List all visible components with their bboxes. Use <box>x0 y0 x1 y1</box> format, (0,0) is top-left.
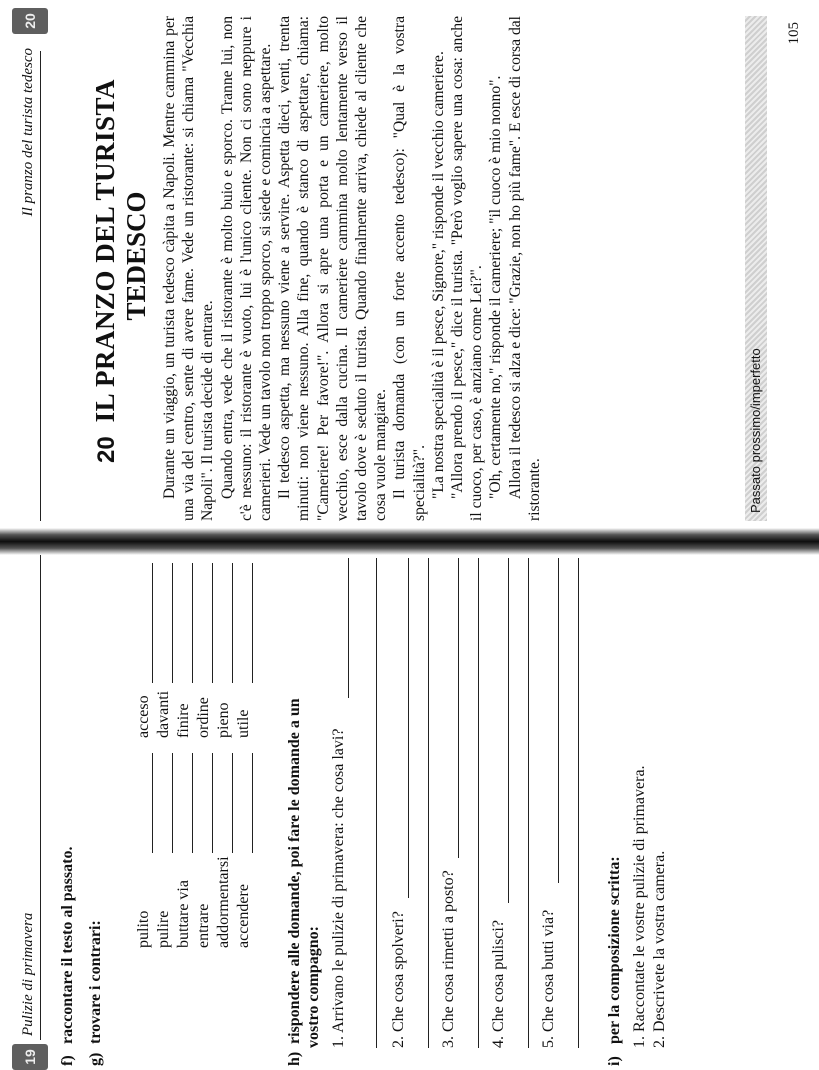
opposite-word-left: entrare <box>195 903 212 948</box>
answer-line[interactable] <box>232 753 233 853</box>
composition-item-1: 1. Raccontate le vostre pulizie di primavera. <box>631 765 648 1048</box>
opposite-word-left: accendere <box>235 884 252 948</box>
opposites-row <box>235 563 253 948</box>
section-i-label: per la composizione scritta: <box>606 856 623 1044</box>
answer-line[interactable] <box>212 753 213 853</box>
answer-line[interactable] <box>172 563 173 683</box>
opposite-word-right: ordine <box>195 697 212 738</box>
section-f-label: raccontare il testo al passato. <box>59 846 76 1044</box>
section-f-mark: f) <box>59 1055 76 1066</box>
running-head-right: Il pranzo del turista tedesco <box>20 48 36 217</box>
answer-line[interactable] <box>458 558 459 858</box>
answer-line[interactable] <box>408 558 409 898</box>
opposite-word-right: acceso <box>135 695 152 738</box>
story-paragraph: "Allora prendo il pesce," dice il turista. "Però voglio sapere una cosa: anche il cuoco, per caso, è anziano come Lei?". <box>449 16 486 521</box>
answer-line[interactable] <box>252 753 253 853</box>
question-list <box>330 558 570 1048</box>
opposite-word-right: finire <box>175 703 192 738</box>
running-head-left: Pulizie di primavera <box>20 912 36 1036</box>
answer-line[interactable] <box>172 753 173 853</box>
section-g <box>86 920 105 1066</box>
opposite-word-right: davanti <box>155 690 172 738</box>
opposites-row <box>135 563 153 948</box>
section-h-label-line2: vostro compagno: <box>305 926 322 1048</box>
section-i-mark: i) <box>606 1056 623 1066</box>
composition-item-2: 2. Descrivete la vostra camera. <box>651 850 668 1048</box>
question-5: 5. Che cosa butti via? <box>540 909 557 1048</box>
section-h-label-line1: rispondere alle domande, poi fare le domande a un <box>286 698 303 1044</box>
story-text <box>160 16 544 521</box>
answer-line[interactable] <box>232 563 233 683</box>
answer-line[interactable] <box>152 753 153 853</box>
section-h <box>285 698 323 1066</box>
answer-line[interactable] <box>376 558 377 1048</box>
section-g-label: trovare i contrari: <box>87 920 104 1044</box>
section-i <box>605 856 624 1066</box>
answer-line[interactable] <box>428 558 429 1048</box>
story-paragraph: Allora il tedesco si alza e dice: "Grazie, non ho più fame". E esce di corsa dal ristorante. <box>506 16 543 521</box>
story-paragraph: Quando entra, vede che il ristorante è molto buio e sporco. Tranne lui, non c'è nessuno: il ristorante è vuoto, lui è l'unico cliente. Non ci sono neppure i camerieri. Vede un tavolo non troppo sporco, si siede e comincia a aspettare. <box>218 16 275 521</box>
question-1: 1. Arrivano le pulizie di primavera: che cosa lavi? <box>330 728 347 1048</box>
answer-line[interactable] <box>152 563 153 683</box>
opposite-word-right: utile <box>235 709 252 738</box>
chapter-title-line2: TEDESCO <box>121 191 151 321</box>
opposite-word-left: buttare via <box>175 880 192 948</box>
header-rule-right <box>40 51 41 521</box>
chapter-number: 20 <box>93 436 120 464</box>
opposites-row <box>195 563 213 948</box>
answer-line[interactable] <box>212 563 213 683</box>
story-paragraph: "La nostra specialità è il pesce, Signore," risponde il vecchio cameriere. <box>429 51 447 499</box>
chapter-title-line1: IL PRANZO DEL TURISTA <box>90 78 120 423</box>
question-3: 3. Che cosa rimetti a posto? <box>440 870 457 1048</box>
opposites-row <box>215 563 233 948</box>
answer-line[interactable] <box>508 558 509 903</box>
story-paragraph: "Oh, certamente no," risponde il cameriere; "il cuoco è mio nonno". <box>487 75 505 499</box>
question-4: 4. Che cosa pulisci? <box>490 920 507 1048</box>
right-page <box>0 0 819 533</box>
section-f <box>58 847 77 1066</box>
section-g-mark: g) <box>87 1052 104 1066</box>
answer-line[interactable] <box>528 558 529 1048</box>
chapter-tab-19: 19 <box>12 1044 48 1070</box>
left-page <box>0 540 819 1070</box>
chapter-tab-20: 20 <box>12 8 48 34</box>
answer-line[interactable] <box>192 563 193 683</box>
question-2: 2. Che cosa spolveri? <box>390 911 407 1048</box>
opposite-word-left: pulire <box>155 910 172 948</box>
answer-line[interactable] <box>192 753 193 853</box>
story-paragraph: Durante un viaggio, un turista tedesco càpita a Napoli. Mentre cammina per una via del centro, sente di avere fame. Vede un ristorante: si chiama "Vecchia Napoli". Il turista decide di entrare. <box>161 16 217 521</box>
chapter-title-block <box>90 21 152 521</box>
answer-line[interactable] <box>558 558 559 883</box>
story-paragraph: Il turista domanda (con un forte accento tedesco): "Qual è la vostra specialità?". <box>391 16 428 521</box>
header-rule-left <box>40 555 41 1040</box>
opposites-row <box>155 563 173 948</box>
answer-line[interactable] <box>252 563 253 683</box>
answer-line[interactable] <box>348 558 349 698</box>
opposite-word-right: pieno <box>215 702 232 738</box>
opposites-row <box>175 563 193 948</box>
opposite-word-left: addormentarsi <box>215 856 232 948</box>
opposites-table <box>135 548 255 948</box>
answer-line[interactable] <box>478 558 479 1048</box>
section-h-mark: h) <box>286 1051 303 1066</box>
grammar-tag: Passato prossimo/imperfetto <box>745 16 767 521</box>
opposite-word-left: pulito <box>135 910 152 948</box>
answer-line[interactable] <box>578 558 579 1048</box>
page-number: 105 <box>786 22 802 45</box>
story-paragraph: Il tedesco aspetta, ma nessuno viene a servire. Aspetta dieci, venti, trenta minuti: non viene nessuno. Alla fine, quando è stanco di aspettare, chiama: "Cameriere! Per favore!". Allora si apre una porta e un cameriere, molto vecchio, esce dalla cucina. Il cameriere cammina molto lentamente verso il tavolo dove è seduto il turista. Quando finalmente arriva, chiede al cliente che cosa vuole mangiare. <box>276 16 390 521</box>
